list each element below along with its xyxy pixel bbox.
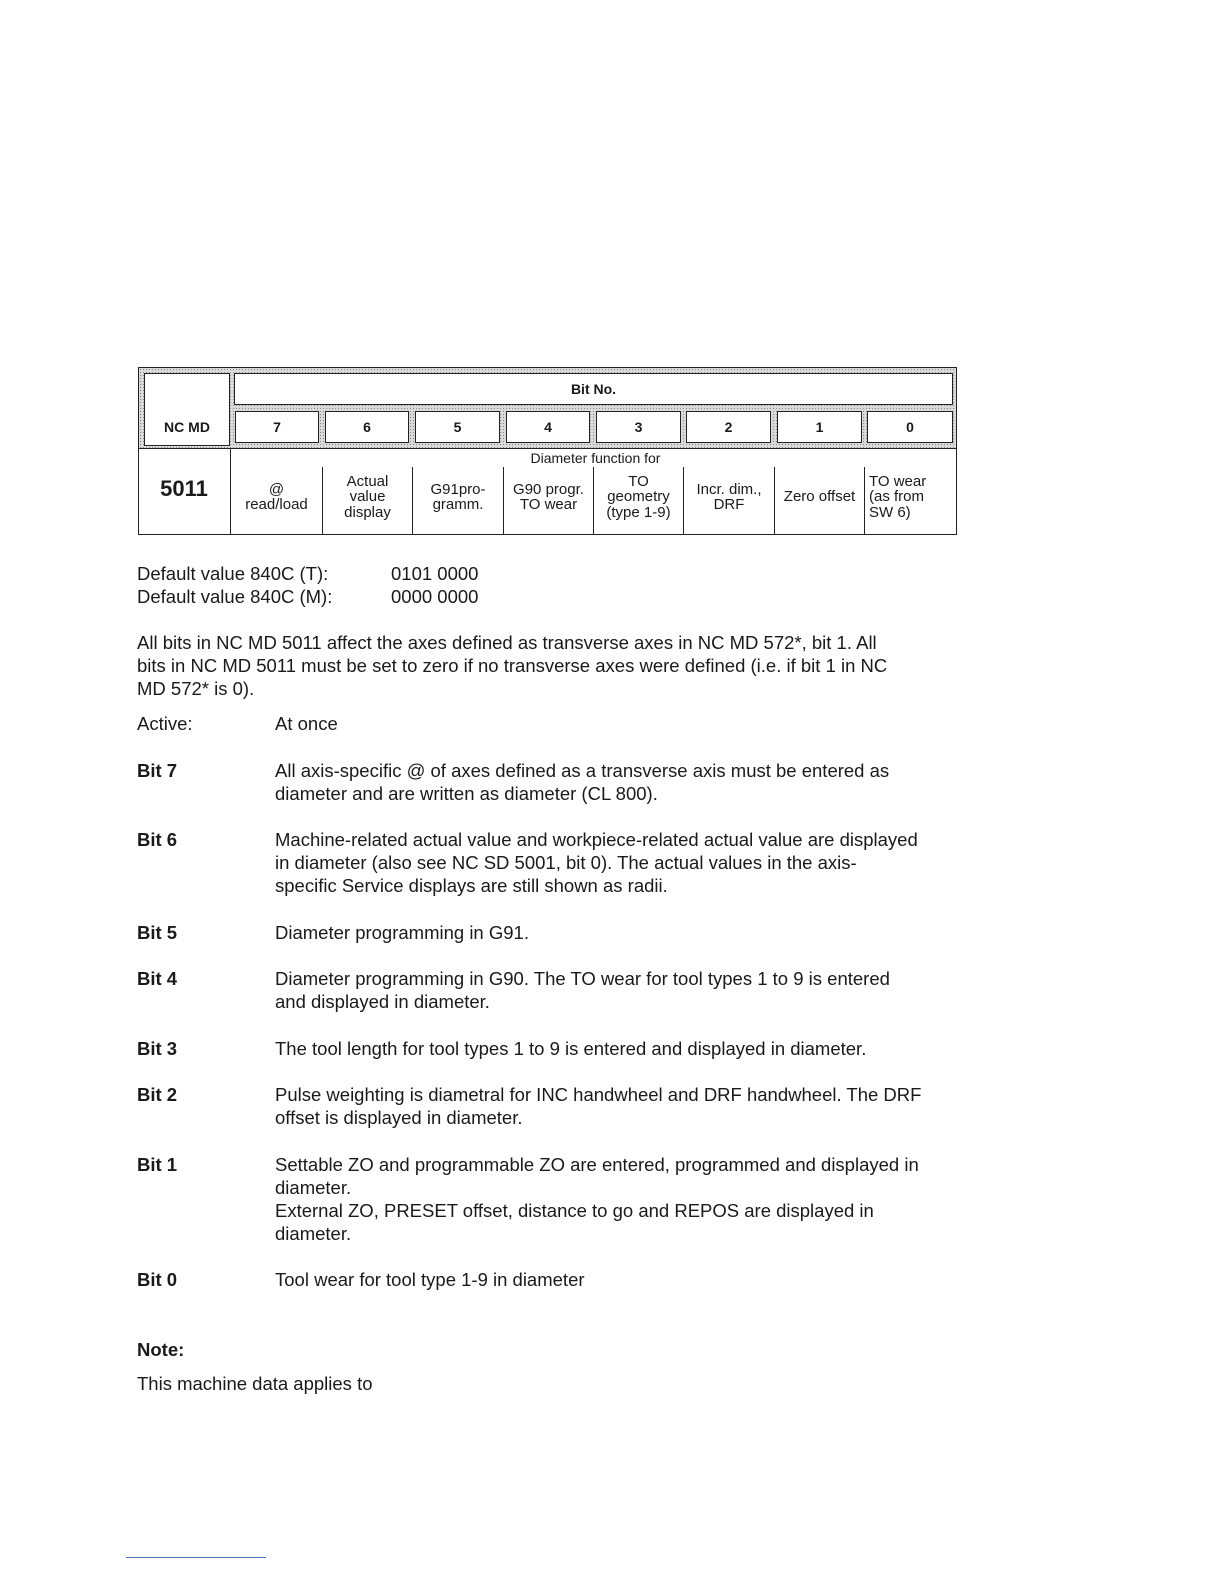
bit-4-text: Diameter programming in G90. The TO wear for tool types 1 to 9 is entered and displayed in diameter. — [275, 968, 890, 1012]
bit-no-header: Bit No. — [234, 373, 953, 405]
bit-0-description-text: TO wear (as from SW 6) — [869, 472, 927, 521]
diameter-function-label: Diameter function for — [530, 450, 661, 466]
column-divider — [864, 467, 865, 535]
active-value: At once — [275, 713, 338, 734]
default-t-value: 0101 0000 — [391, 563, 479, 584]
bit-2-label: Bit 2 — [137, 1084, 178, 1105]
bit-header-5: 5 — [415, 411, 500, 443]
bit-0-description — [869, 467, 957, 527]
bit-header-2: 2 — [686, 411, 771, 443]
bit-1-text: Settable ZO and programmable ZO are entered, programmed and displayed in diameter. External ZO, PRESET offset, distance to go and REPOS are displayed in diameter. — [275, 1154, 919, 1244]
bit-4-label: Bit 4 — [137, 968, 178, 989]
bit-6-text: Machine-related actual value and workpiece-related actual value are displayed in diameter (also see NC SD 5001, bit 0). The actual values in the axis- specific Service displays are still shown as radii. — [275, 829, 918, 896]
bit-3-text: The tool length for tool types 1 to 9 is entered and displayed in diameter. — [275, 1038, 867, 1059]
default-m-label: Default value 840C (M): — [137, 586, 333, 607]
bit-6-description-text: Actual value display — [344, 472, 391, 521]
bit-2-description-text: Incr. dim., DRF — [696, 480, 762, 513]
bit-header-6: 6 — [325, 411, 409, 443]
bit-7-description-text: @ read/load — [245, 480, 308, 513]
bit-header-7: 7 — [235, 411, 319, 443]
active-label: Active: — [137, 713, 193, 734]
bit-header-0: 0 — [867, 411, 953, 443]
nc-md-header: NC MD — [144, 373, 230, 446]
machine-data-table — [138, 367, 957, 535]
bit-2-description — [684, 467, 774, 527]
bit-header-4: 4 — [506, 411, 590, 443]
footnote-separator — [126, 1557, 266, 1558]
bit-5-label: Bit 5 — [137, 922, 178, 943]
bit-header-1: 1 — [777, 411, 862, 443]
bit-5-description-text: G91pro- gramm. — [430, 480, 486, 513]
bit-2-text: Pulse weighting is diametral for INC handwheel and DRF handwheel. The DRF offset is displayed in diameter. — [275, 1084, 922, 1128]
bit-1-description — [775, 467, 864, 527]
bit-7-description — [231, 467, 322, 527]
default-m-value: 0000 0000 — [391, 586, 479, 607]
bit-0-label: Bit 0 — [137, 1269, 178, 1290]
bit-3-description — [594, 467, 683, 527]
bit-1-label: Bit 1 — [137, 1154, 178, 1175]
md-number: 5011 — [160, 476, 208, 502]
bit-6-description — [323, 467, 412, 527]
default-t-label: Default value 840C (T): — [137, 563, 329, 584]
bit-header-3: 3 — [596, 411, 681, 443]
bit-6-label: Bit 6 — [137, 829, 178, 850]
intro-paragraph: All bits in NC MD 5011 affect the axes defined as transverse axes in NC MD 572*, bit 1. All bits in NC MD 5011 must be set to zero if no transverse axes were defined (i.e. if bit 1 in NC MD 572* is 0). — [137, 632, 888, 699]
bit-7-label: Bit 7 — [137, 760, 178, 781]
bit-1-description-text: Zero offset — [783, 488, 856, 506]
bit-5-description — [413, 467, 503, 527]
note-text: This machine data applies to — [137, 1373, 373, 1394]
bit-3-description-text: TO geometry (type 1-9) — [606, 472, 671, 521]
bit-7-text: All axis-specific @ of axes defined as a transverse axis must be entered as diameter and are written as diameter (CL 800). — [275, 760, 890, 804]
bit-4-description — [504, 467, 593, 527]
bit-3-label: Bit 3 — [137, 1038, 178, 1059]
note-heading: Note: — [137, 1339, 185, 1360]
bit-0-text: Tool wear for tool type 1-9 in diameter — [275, 1269, 585, 1290]
bit-4-description-text: G90 progr. TO wear — [513, 480, 584, 513]
bit-5-text: Diameter programming in G91. — [275, 922, 529, 943]
